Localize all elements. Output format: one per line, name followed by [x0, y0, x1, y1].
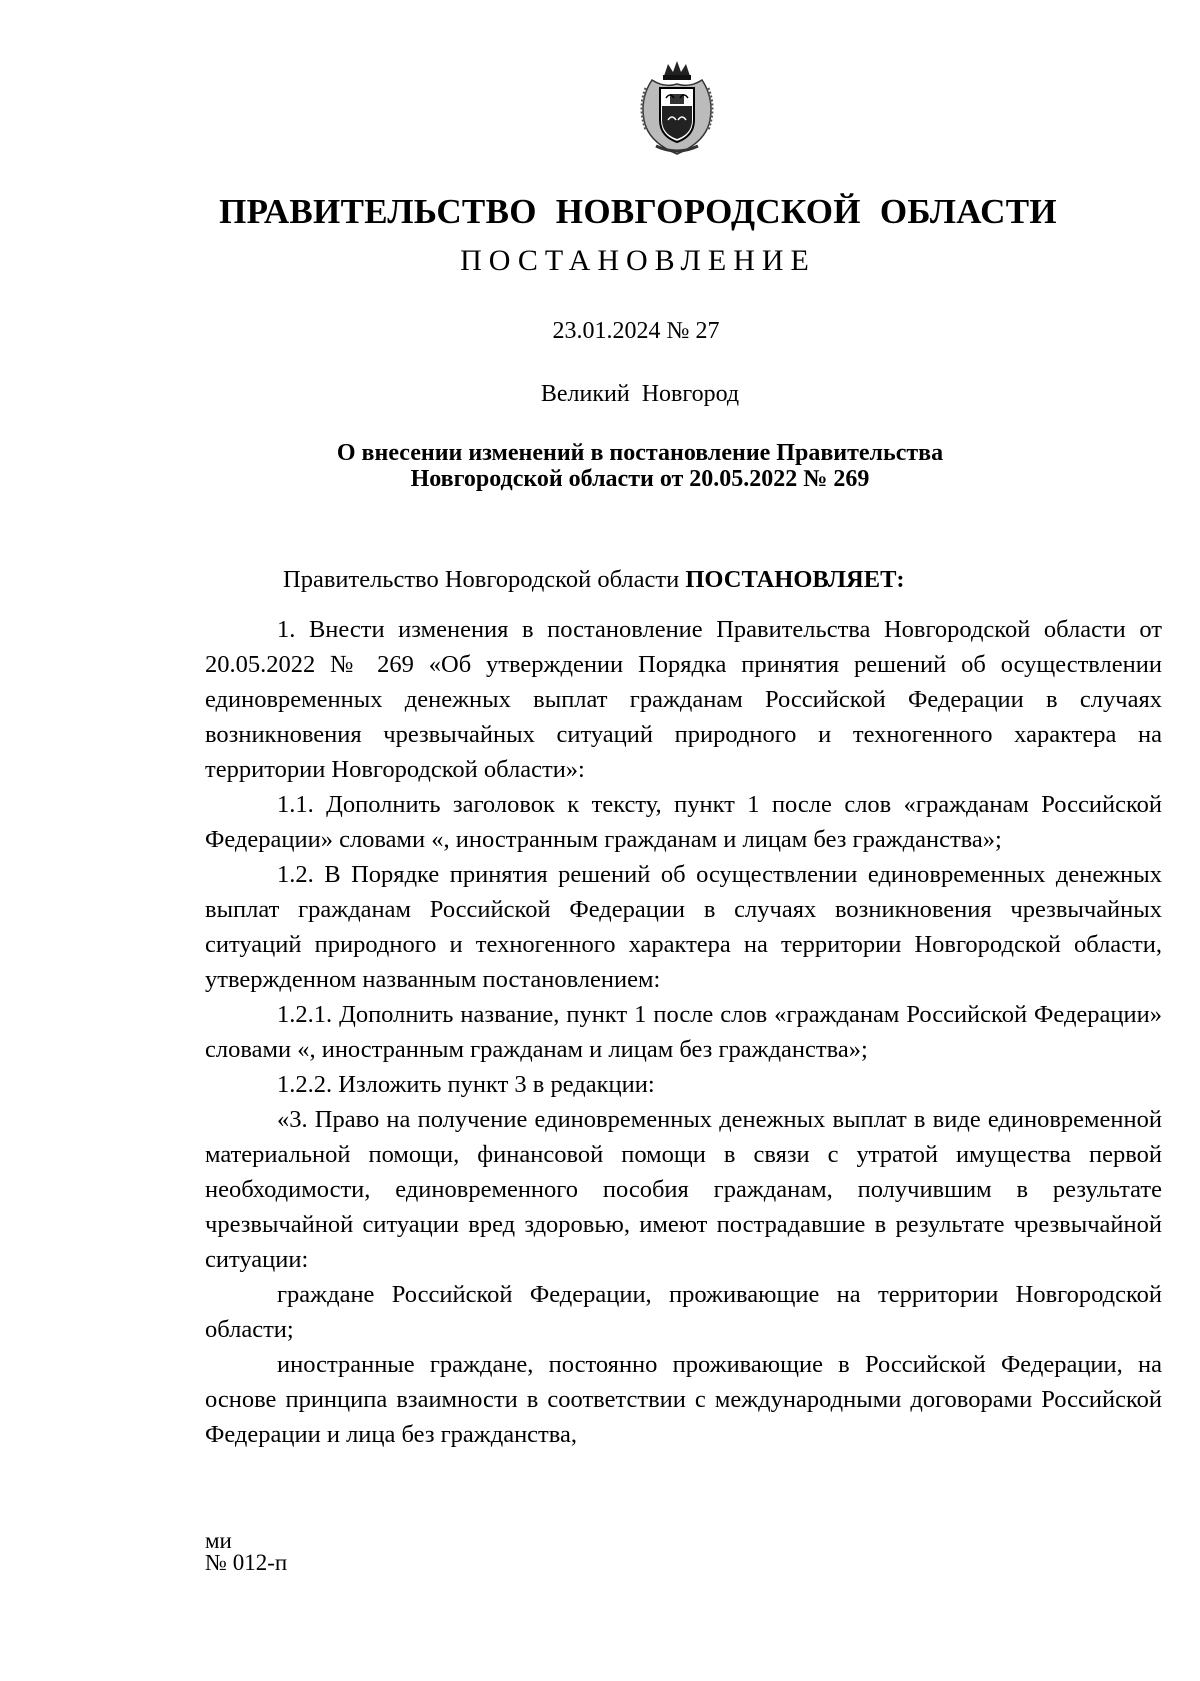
intro-decree-word: ПОСТАНОВЛЯЕТ: [685, 566, 905, 593]
city: Великий Новгород [540, 381, 740, 407]
paragraph-1-2: 1.2. В Порядке принятия решений об осуществлении единовременных денежных выплат гражданам Российской Федерации в случаях возникновения чрезвычайных ситуаций природного и техногенного характера на территории Новгородской области, утвержденном названным постановлением: [205, 861, 1162, 993]
organization-title: ПРАВИТЕЛЬСТВО НОВГОРОДСКОЙ ОБЛАСТИ [219, 192, 1057, 231]
document-footer [205, 1530, 287, 1574]
document-body [205, 562, 1162, 1452]
paragraph-1-1: 1.1. Дополнить заголовок к тексту, пункт 1 после слов «гражданам Российской Федерации» словами «, иностранным гражданам и лицам без гражданства»; [205, 791, 1162, 853]
paragraph-item-3: «3. Право на получение единовременных денежных выплат в виде единовременной материальной помощи, финансовой помощи в связи с утратой имущества первой необходимости, единовременного пособия гражданам, получившим в результате чрезвычайной ситуации вред здоровью, имеют пострадавшие в результате чрезвычайной ситуации: [205, 1106, 1162, 1273]
paragraph-1-2-2: 1.2.2. Изложить пункт 3 в редакции: [277, 1071, 655, 1098]
paragraph-foreign-citizens: иностранные граждане, постоянно проживающие в Российской Федерации, на основе принципа взаимности в соответствии с международными договорами Российской Федерации и лица без гражданства, [205, 1351, 1162, 1448]
document-subject [40, 440, 1200, 492]
footer-number: № 012-п [205, 1550, 288, 1575]
subject-line-1: О внесении изменений в постановление Правительства [336, 440, 944, 466]
paragraph-citizens: граждане Российской Федерации, проживающие на территории Новгородской области; [205, 1281, 1162, 1343]
paragraph-1-2-1: 1.2.1. Дополнить название, пункт 1 после слов «гражданам Российской Федерации» словами «, иностранным гражданам и лицам без гражданства»; [205, 1001, 1162, 1063]
footer-initials: ми [205, 1528, 232, 1553]
intro-text: Правительство Новгородской области [283, 566, 686, 593]
intro-paragraph [205, 562, 1162, 597]
subject-line-2: Новгородской области от 20.05.2022 № 269 [410, 466, 870, 492]
document-type: ПОСТАНОВЛЕНИЕ [460, 244, 816, 277]
coat-of-arms-icon [630, 58, 724, 158]
paragraph-1: 1. Внести изменения в постановление Правительства Новгородской области от 20.05.2022 № 269 «Об утверждении Порядка принятия решений об осуществлении единовременных денежных выплат гражданам Российской Федерации в случаях возникновения чрезвычайных ситуаций природного и техногенного характера на территории Новгородской области»: [205, 616, 1162, 783]
date-and-number: 23.01.2024 № 27 [552, 318, 720, 344]
